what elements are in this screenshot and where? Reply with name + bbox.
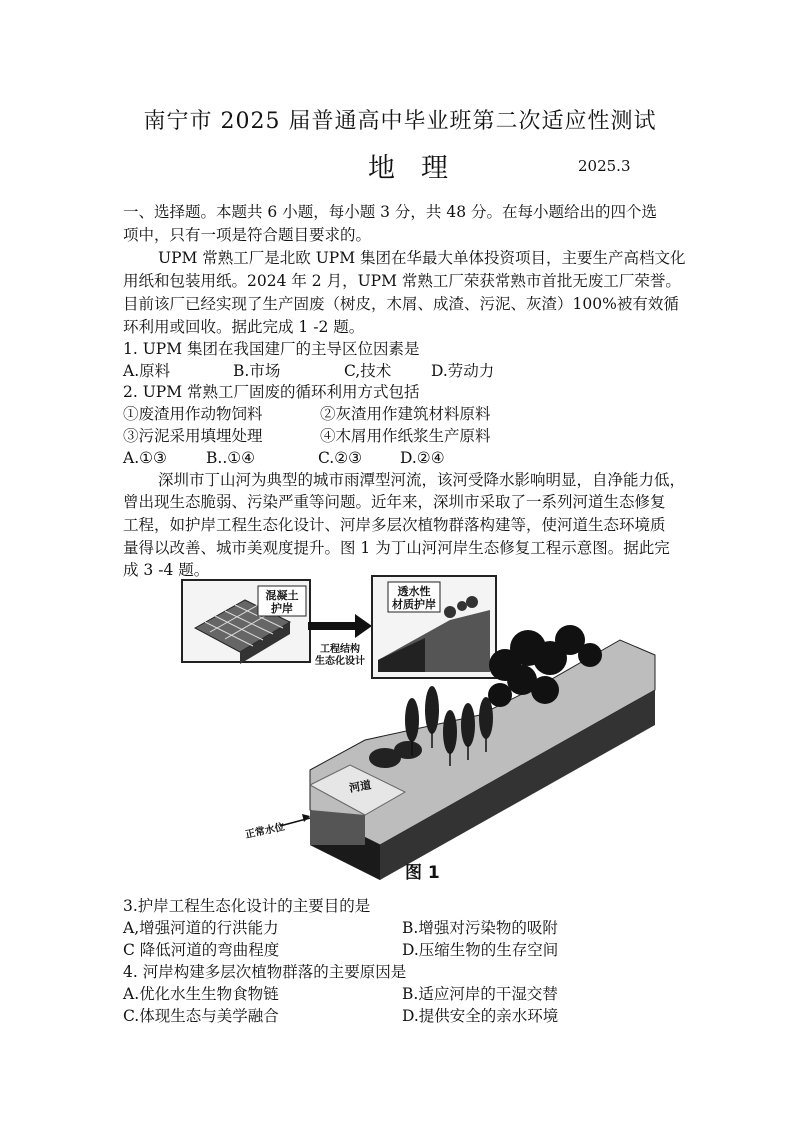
question2-option-d: D.②④ (400, 449, 445, 467)
section-instruction-line1: 一、选择题。本题共 6 小题，每小题 3 分，共 48 分。在每小题给出的四个选 (123, 203, 658, 221)
question1-stem: 1. UPM 集团在我国建厂的主导区位因素是 (123, 340, 420, 358)
passage1-line4: 环利用或回收。据此完成 1 -2 题。 (123, 318, 365, 336)
passage2-line3: 工程，如护岸工程生态化设计、河岸多层次植物群落构建等，使河道生态环境质 (123, 516, 666, 534)
river-bed (310, 810, 365, 845)
river-label: 河道 (348, 778, 373, 795)
passage2-line4: 量得以改善、城市美观度提升。图 1 为丁山河河岸生态修复工程示意图。据此完 (123, 539, 670, 557)
passage2-line1: 深圳市丁山河为典型的城市雨潭型河流，该河受降水影响明显，自净能力低， (158, 471, 686, 489)
design-label-line2: 生态化设计 (315, 656, 365, 667)
permeable-label-line1: 透水性 (397, 585, 431, 598)
question2-option-c: C.②③ (318, 449, 363, 467)
concrete-label-line2: 护岸 (271, 602, 293, 615)
question2-item-3: ③污泥采用填埋处理 (123, 427, 263, 445)
exam-date: 2025.3 (578, 157, 631, 175)
figure-caption: 图 1 (405, 863, 440, 883)
question2-item-2: ②灰渣用作建筑材料原料 (320, 405, 491, 423)
question1-option-b: B.市场 (233, 362, 281, 380)
question2-item-1: ①废渣用作动物饲料 (123, 405, 263, 423)
question3-option-b: B.增强对污染物的吸附 (402, 919, 558, 937)
passage2-line2: 曾出现生态脆弱、污染严重等问题。近年来，深圳市采取了一系列河道生态修复 (123, 493, 666, 511)
water-level-label: 正常水位 (244, 821, 286, 841)
question2-option-b: B..①④ (206, 449, 256, 467)
question3-option-d: D.压缩生物的生存空间 (402, 941, 559, 959)
question1-option-a: A.原料 (123, 362, 171, 380)
question4-option-a: A.优化水生生物食物链 (123, 985, 279, 1003)
permeable-label-line2: 材质护岸 (392, 598, 436, 611)
question3-stem: 3.护岸工程生态化设计的主要目的是 (123, 897, 371, 915)
question3-option-a: A,增强河道的行洪能力 (123, 919, 279, 937)
question4-stem: 4. 河岸构建多层次植物群落的主要原因是 (123, 963, 407, 981)
question1-option-d: D.劳动力 (431, 362, 495, 380)
passage1-line2: 用纸和包装用纸。2024 年 2 月，UPM 常熟工厂荣获常熟市首批无废工厂荣誉。 (123, 272, 681, 290)
concrete-label-line1: 混凝土 (265, 589, 299, 602)
design-label-line1: 工程结构 (320, 644, 360, 655)
passage2-line5: 成 3 -4 题。 (123, 561, 210, 579)
question2-item-4: ④木屑用作纸浆生产原料 (320, 427, 491, 445)
question2-option-a: A.①③ (123, 449, 167, 467)
question4-option-d: D.提供安全的亲水环境 (402, 1007, 559, 1025)
question3-option-c: C 降低河道的弯曲程度 (123, 941, 280, 959)
transformation-arrow-icon (308, 614, 372, 638)
exam-title: 南宁市 2025 届普通高中毕业班第二次适应性测试 (143, 109, 657, 134)
passage1-line3: 目前该厂已经实现了生产固废（树皮，木屑、成渣、污泥、灰渣）100%被有效循 (123, 295, 679, 313)
river-bank-restoration-diagram (150, 560, 670, 890)
subject-title: 地理 (368, 153, 474, 184)
question4-option-c: C.体现生态与美学融合 (123, 1007, 279, 1025)
section-instruction-line2: 项中，只有一项是符合题目要求的。 (123, 226, 372, 244)
passage1-line1: UPM 常熟工厂是北欧 UPM 集团在华最大单体投资项目，主要生产高档文化 (158, 249, 686, 267)
question4-option-b: B.适应河岸的干湿交替 (402, 985, 558, 1003)
question1-option-c: C,技术 (344, 362, 392, 380)
question2-stem: 2. UPM 常熟工厂固废的循环利用方式包括 (123, 383, 420, 401)
